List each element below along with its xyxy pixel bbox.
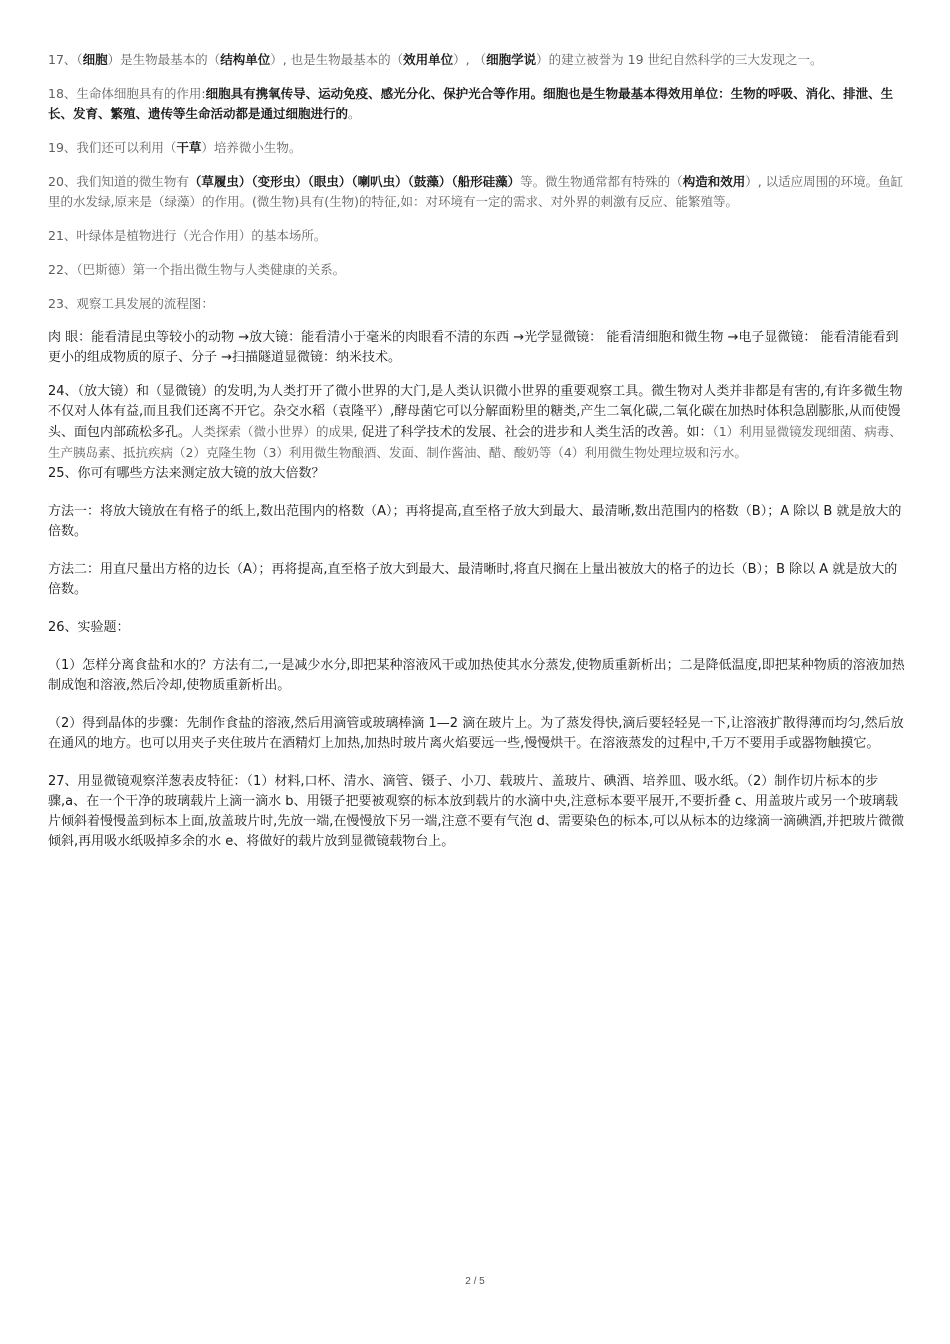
item-22: 22、（巴斯德）第一个指出微生物与人类健康的关系。	[48, 262, 346, 277]
method-two: 方法二：用直尺量出方格的边长（A）；再将提高,直至格子放大到最大、最清晰时,将直尺搁在上量出被放大的格子的边长（B）；B 除以 A 就是放大的倍数。	[48, 562, 898, 597]
item-24: 24、（放大镜）和（显微镜）的发明,为人类打开了微小世界的大门,是人类认识微小世界的重要观察工具。微生物对人类并非都是有害的,有许多微生物不仅对人体有益,而且我们还离不开它。杂交水稻（袁隆平）,酵母菌它可以分解面粉里的糖类,产生二氧化碳,二氧化碳在加热时体积急剧膨胀,从而使馒头、面包内部疏松多孔。人类探索（微小世界）的成果, 促进了科学技术的发展、社会的进步和人类生活的改善。如：（1）利用显微镜发现细菌、病毒、生产胰岛素、抵抗疾病（2）克隆生物（3）利用微生物酿酒、发面、制作酱油、醋、酸奶等（4）利用微生物处理垃圾和污水。	[48, 384, 903, 460]
experiment-2: （2）得到晶体的步骤：先制作食盐的溶液,然后用滴管或玻璃棒滴 1—2 滴在玻片上。为了蒸发得快,滴后要轻轻晃一下,让溶液扩散得薄而均匀,然后放在通风的地方。也可以用夹子夹住玻片在酒精灯上加热,加热时玻片离火焰要远一些,慢慢烘干。在溶液蒸发的过程中,千万不要用手或器物触摸它。	[48, 716, 904, 751]
item-27: 27、用显微镜观察洋葱表皮特征：（1）材料,口杯、清水、滴管、镊子、小刀、载玻片、盖玻片、碘酒、培养皿、吸水纸。（2）制作切片标本的步骤,a、在一个干净的玻璃载片上滴一滴水 b、用镊子把要被观察的标本放到载片的水滴中央,注意标本要平展开,不要折叠 c、用盖玻片或另一个玻璃载片倾斜着慢慢盖到标本上面,放盖玻片时,先放一端,在慢慢放下另一端,注意不要有气泡 d、需要染色的标本,可以从标本的边缘滴一滴碘酒,并把玻片微微倾斜,再用吸水纸吸掉多余的水 e、将做好的载片放到显微镜载物台上。	[48, 774, 905, 849]
method-one: 方法一：将放大镜放在有格子的纸上,数出范围内的格数（A）；再将提高,直至格子放大到最大、最清晰,数出范围内的格数（B）；A 除以 B 就是放大的倍数。	[48, 504, 902, 539]
item-23: 23、观察工具发展的流程图：	[48, 296, 214, 311]
item-18: 18、生命体细胞具有的作用:细胞具有携氧传导、运动免疫、感光分化、保护光合等作用。细胞也是生物最基本得效用单位：生物的呼吸、消化、排泄、生长、发育、繁殖、遗传等生命活动都是通过细胞进行的。	[48, 86, 894, 121]
document-body	[48, 50, 906, 852]
item-20: 20、我们知道的微生物有（草履虫）（变形虫）（眼虫）（喇叭虫）（鼓藻）（船形硅藻）等。微生物通常都有特殊的（构造和效用）, 以适应周围的环境。鱼缸里的水发绿,原来是（绿藻）的作用。(微生物)具有(生物)的特征,如：对环境有一定的需求、对外界的刺激有反应、能繁殖等。	[48, 174, 904, 209]
observation-tools-flow: 肉 眼：能看清昆虫等较小的动物 →放大镜：能看清小于毫米的肉眼看不清的东西 →光学显微镜： 能看清细胞和微生物 →电子显微镜： 能看清能看到更小的组成物质的原子、分子 →扫描隧道显微镜：纳米技术。	[48, 330, 899, 365]
item-19: 19、我们还可以利用（干草）培养微小生物。	[48, 140, 302, 155]
item-21: 21、叶绿体是植物进行（光合作用）的基本场所。	[48, 228, 327, 243]
item-26: 26、实验题：	[48, 620, 130, 635]
item-25: 25、你可有哪些方法来测定放大镜的放大倍数？	[48, 466, 325, 481]
page-number: 2 / 5	[465, 1276, 485, 1287]
item-17: 17、（细胞）是生物最基本的（结构单位）, 也是生物最基本的（效用单位）, （细胞学说）的建立被誉为 19 世纪自然科学的三大发现之一。	[48, 52, 823, 67]
experiment-1: （1）怎样分离食盐和水的？方法有二,一是减少水分,即把某种溶液风干或加热使其水分蒸发,使物质重新析出；二是降低温度,即把某种物质的溶液加热制成饱和溶液,然后冷却,使物质重新析出。	[48, 658, 905, 693]
